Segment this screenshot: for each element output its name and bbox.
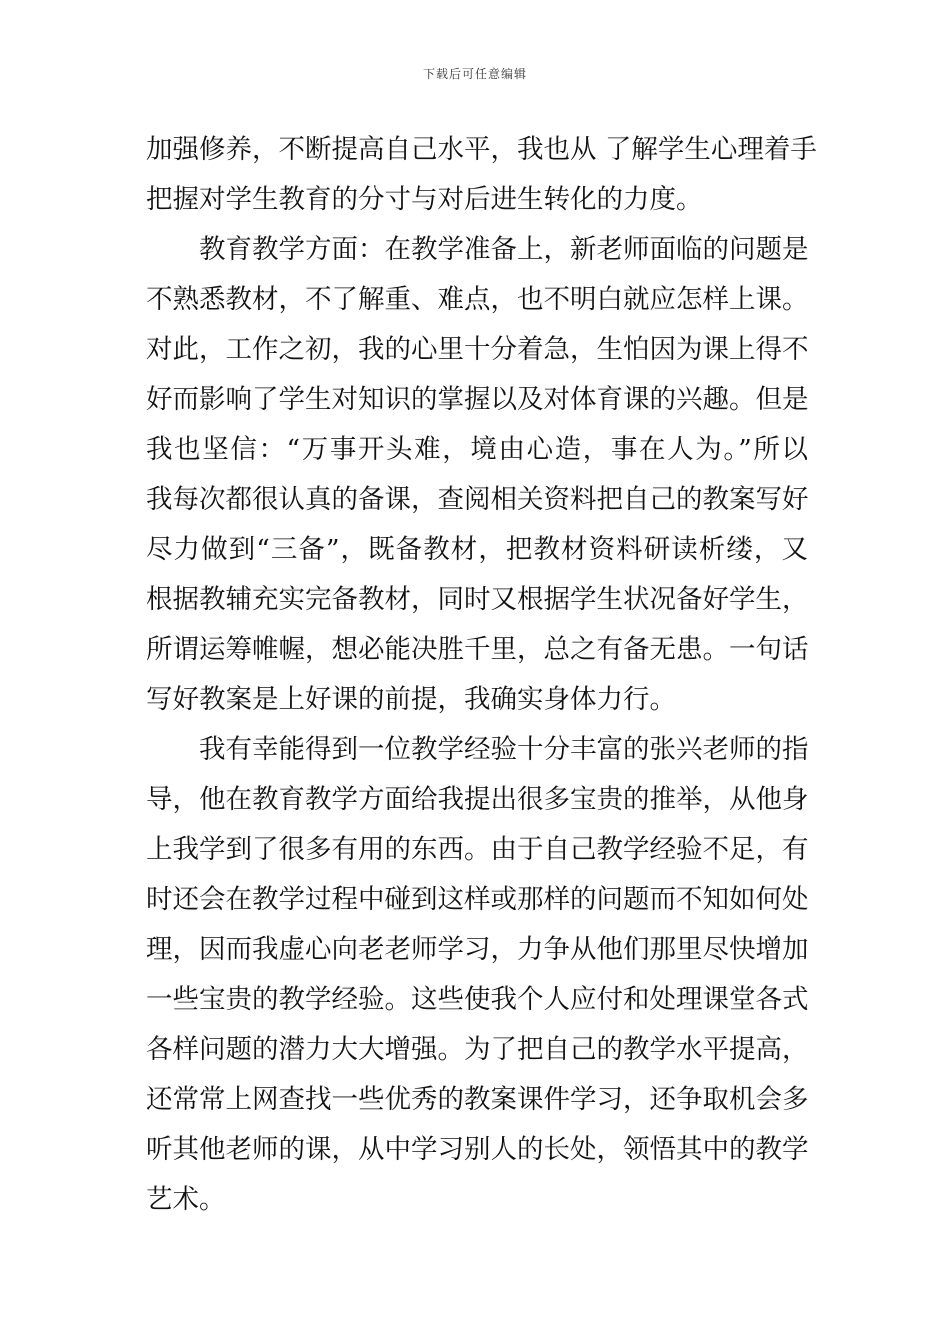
text-line: 好而影响了学生对知识的掌握以及对体育课的兴趣。但是	[146, 384, 809, 415]
page-header: 下载后可任意编辑	[422, 67, 527, 81]
text-line: 一些宝贵的教学经验。这些使我个人应付和处理课堂各式	[146, 984, 809, 1015]
text-line: 不熟悉教材，不了解重、难点，也不明白就应怎样上课。	[146, 284, 809, 315]
text-line: 教育教学方面：在教学准备上，新老师面临的问题是	[199, 234, 809, 265]
text-line: 艺术。	[146, 1184, 226, 1215]
text-line: 还常常上网查找一些优秀的教案课件学习，还争取机会多	[146, 1084, 809, 1115]
text-line: 导，他在教育教学方面给我提出很多宝贵的推举，从他身	[146, 784, 809, 815]
text-line: 听其他老师的课，从中学习别人的长处，领悟其中的教学	[146, 1134, 809, 1165]
text-line: 把握对学生教育的分寸与对后进生转化的力度。	[146, 184, 703, 215]
text-line: 我也坚信：“万事开头难，境由心造，事在人为。”所以	[146, 434, 808, 465]
document-body	[146, 125, 817, 1225]
text-line: 时还会在教学过程中碰到这样或那样的问题而不知如何处	[146, 884, 809, 915]
text-line: 尽力做到“三备”，既备教材，把教材资料研读析缕，又	[146, 534, 808, 565]
text-line: 加强修养，不断提高自己水平，我也从 了解学生心理着手	[146, 134, 817, 165]
text-line: 对此，工作之初，我的心里十分着急，生怕因为课上得不	[146, 334, 809, 365]
text-line: 理，因而我虚心向老老师学习，力争从他们那里尽快增加	[146, 934, 809, 965]
text-line: 我每次都很认真的备课，查阅相关资料把自己的教案写好	[146, 484, 809, 515]
text-line: 各样问题的潜力大大增强。为了把自己的教学水平提高，	[146, 1034, 809, 1065]
text-line: 上我学到了很多有用的东西。由于自己教学经验不足，有	[146, 834, 809, 865]
text-line: 写好教案是上好课的前提，我确实身体力行。	[146, 684, 676, 715]
text-line: 我有幸能得到一位教学经验十分丰富的张兴老师的指	[199, 734, 809, 765]
text-line: 所谓运筹帷幄，想必能决胜千里，总之有备无患。一句话	[146, 634, 809, 665]
text-line: 根据教辅充实完备教材，同时又根据学生状况备好学生，	[146, 584, 809, 615]
